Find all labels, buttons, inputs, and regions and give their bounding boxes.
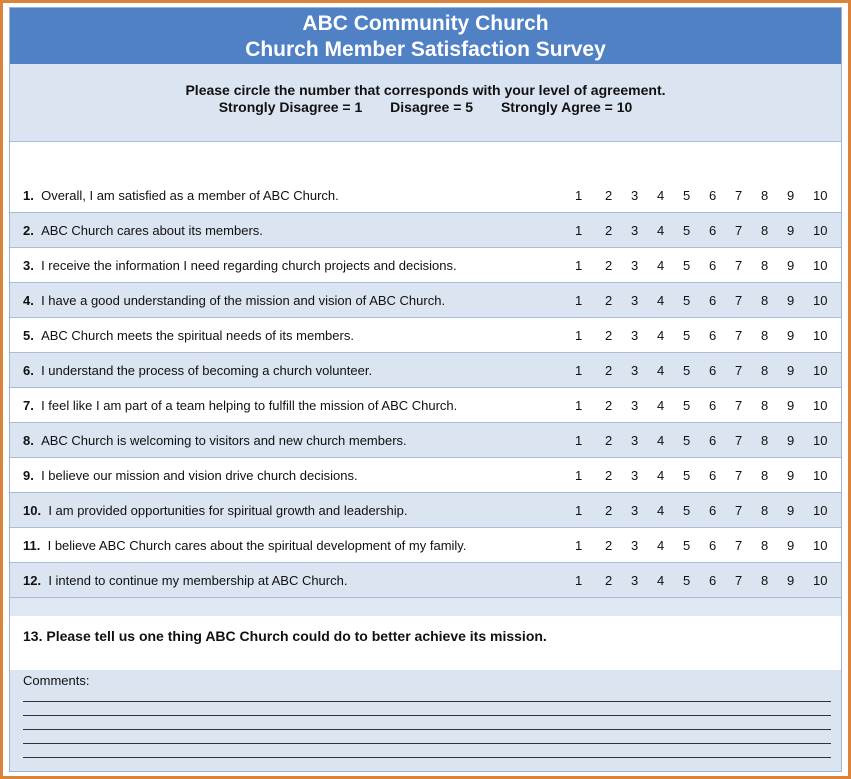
question-text	[23, 423, 407, 458]
rating-option[interactable]: 6	[709, 503, 717, 518]
rating-option[interactable]: 4	[657, 538, 665, 553]
rating-option[interactable]: 8	[761, 468, 769, 483]
rating-option[interactable]: 2	[605, 573, 613, 588]
rating-scale	[565, 528, 837, 563]
question-row	[10, 493, 841, 528]
rating-option[interactable]: 10	[813, 573, 828, 588]
open-question-text: 13. Please tell us one thing ABC Church could do to better achieve its mission.	[23, 628, 547, 644]
rating-option[interactable]: 8	[761, 538, 769, 553]
question-number: 11.	[23, 538, 41, 553]
rating-option[interactable]: 1	[575, 503, 583, 518]
rating-option[interactable]: 4	[657, 573, 665, 588]
rating-option[interactable]: 6	[709, 188, 717, 203]
question-text	[23, 353, 372, 388]
rating-option[interactable]: 4	[657, 188, 665, 203]
rating-scale	[565, 388, 837, 423]
question-number: 7.	[23, 398, 34, 413]
rating-option[interactable]: 8	[761, 188, 769, 203]
survey-sheet	[9, 7, 842, 772]
scale-strongly-agree: Strongly Agree = 10	[500, 99, 633, 115]
instructions	[10, 64, 841, 142]
rating-option[interactable]: 3	[631, 538, 639, 553]
question-text	[23, 248, 457, 283]
rating-option[interactable]: 1	[575, 538, 583, 553]
question-text	[23, 458, 358, 493]
question-number: 4.	[23, 293, 34, 308]
comment-line[interactable]	[23, 743, 831, 744]
rating-option[interactable]: 1	[575, 258, 583, 273]
scale-disagree: Disagree = 5	[390, 99, 474, 115]
question-number: 5.	[23, 328, 34, 343]
rating-option[interactable]: 5	[683, 538, 691, 553]
rating-option[interactable]: 2	[605, 468, 613, 483]
rating-option[interactable]: 5	[683, 293, 691, 308]
rating-option[interactable]: 2	[605, 503, 613, 518]
question-number: 2.	[23, 223, 34, 238]
rating-option[interactable]: 10	[813, 293, 828, 308]
question-row	[10, 458, 841, 493]
rating-option[interactable]: 1	[575, 188, 583, 203]
rating-option[interactable]: 2	[605, 293, 613, 308]
comments-area[interactable]	[10, 670, 841, 771]
rating-option[interactable]: 3	[631, 293, 639, 308]
rating-option[interactable]: 10	[813, 398, 828, 413]
rating-option[interactable]: 7	[735, 258, 743, 273]
rating-option[interactable]: 6	[709, 223, 717, 238]
question-row	[10, 563, 841, 598]
rating-option[interactable]: 3	[631, 573, 639, 588]
question-text	[23, 213, 263, 248]
rating-option[interactable]: 4	[657, 468, 665, 483]
question-text	[23, 563, 347, 598]
rating-option[interactable]: 7	[735, 503, 743, 518]
question-text	[23, 318, 354, 353]
rating-option[interactable]: 9	[787, 433, 795, 448]
rating-option[interactable]: 3	[631, 503, 639, 518]
rating-option[interactable]: 6	[709, 573, 717, 588]
rating-scale	[565, 563, 837, 598]
rating-option[interactable]: 4	[657, 223, 665, 238]
rating-option[interactable]: 7	[735, 328, 743, 343]
rating-scale	[565, 353, 837, 388]
rating-option[interactable]: 7	[735, 363, 743, 378]
open-question	[10, 616, 841, 671]
comment-line[interactable]	[23, 701, 831, 702]
rating-option[interactable]: 6	[709, 433, 717, 448]
question-row	[10, 388, 841, 423]
rating-option[interactable]: 9	[787, 223, 795, 238]
survey-title: Church Member Satisfaction Survey	[245, 38, 606, 61]
rating-option[interactable]: 5	[683, 398, 691, 413]
rating-option[interactable]: 1	[575, 398, 583, 413]
rating-option[interactable]: 6	[709, 538, 717, 553]
rating-scale	[565, 318, 837, 353]
rating-option[interactable]: 2	[605, 433, 613, 448]
question-row	[10, 248, 841, 283]
rating-option[interactable]: 3	[631, 328, 639, 343]
comments-label: Comments:	[23, 673, 90, 688]
question-label: I believe ABC Church cares about the spiritual development of my family.	[47, 538, 467, 553]
rating-option[interactable]: 9	[787, 503, 795, 518]
rating-option[interactable]: 1	[575, 328, 583, 343]
rating-option[interactable]: 8	[761, 433, 769, 448]
rating-option[interactable]: 1	[575, 573, 583, 588]
question-text	[23, 493, 407, 528]
rating-option[interactable]: 6	[709, 363, 717, 378]
question-label: I intend to continue my membership at ABC Church.	[48, 573, 348, 588]
rating-option[interactable]: 10	[813, 363, 828, 378]
rating-option[interactable]: 5	[683, 188, 691, 203]
rating-option[interactable]: 8	[761, 573, 769, 588]
scale-legend	[10, 99, 841, 116]
question-row	[10, 283, 841, 318]
rating-option[interactable]: 10	[813, 188, 828, 203]
rating-option[interactable]: 5	[683, 468, 691, 483]
rating-option[interactable]: 3	[631, 188, 639, 203]
question-row	[10, 528, 841, 563]
rating-option[interactable]: 9	[787, 328, 795, 343]
rating-option[interactable]: 6	[709, 328, 717, 343]
rating-option[interactable]: 2	[605, 188, 613, 203]
question-label: I understand the process of becoming a church volunteer.	[41, 363, 373, 378]
rating-option[interactable]: 1	[575, 293, 583, 308]
rating-option[interactable]: 10	[813, 328, 828, 343]
rating-option[interactable]: 8	[761, 223, 769, 238]
question-number: 6.	[23, 363, 34, 378]
rating-option[interactable]: 7	[735, 398, 743, 413]
rating-option[interactable]: 4	[657, 503, 665, 518]
rating-option[interactable]: 8	[761, 363, 769, 378]
rating-option[interactable]: 7	[735, 188, 743, 203]
rating-option[interactable]: 10	[813, 433, 828, 448]
rating-scale	[565, 458, 837, 493]
rating-option[interactable]: 6	[709, 258, 717, 273]
question-label: ABC Church cares about its members.	[41, 223, 263, 238]
rating-option[interactable]: 5	[683, 363, 691, 378]
question-label: I receive the information I need regarding church projects and decisions.	[41, 258, 457, 273]
question-row	[10, 318, 841, 353]
question-number: 1.	[23, 188, 34, 203]
question-text	[23, 528, 466, 563]
question-list	[10, 178, 841, 598]
rating-option[interactable]: 3	[631, 398, 639, 413]
rating-option[interactable]: 9	[787, 188, 795, 203]
rating-option[interactable]: 10	[813, 538, 828, 553]
question-number: 9.	[23, 468, 34, 483]
rating-option[interactable]: 5	[683, 573, 691, 588]
rating-option[interactable]: 6	[709, 293, 717, 308]
rating-option[interactable]: 7	[735, 293, 743, 308]
rating-option[interactable]: 1	[575, 433, 583, 448]
rating-option[interactable]: 7	[735, 468, 743, 483]
rating-option[interactable]: 3	[631, 433, 639, 448]
rating-option[interactable]: 4	[657, 398, 665, 413]
rating-option[interactable]: 3	[631, 363, 639, 378]
question-number: 8.	[23, 433, 34, 448]
rating-option[interactable]: 2	[605, 538, 613, 553]
question-text	[23, 178, 339, 213]
church-name: ABC Community Church	[302, 12, 549, 35]
rating-option[interactable]: 2	[605, 398, 613, 413]
rating-option[interactable]: 10	[813, 468, 828, 483]
rating-option[interactable]: 4	[657, 433, 665, 448]
rating-option[interactable]: 3	[631, 223, 639, 238]
rating-option[interactable]: 3	[631, 468, 639, 483]
question-row	[10, 178, 841, 213]
question-number: 10.	[23, 503, 42, 518]
rating-option[interactable]: 8	[761, 398, 769, 413]
question-label: I believe our mission and vision drive church decisions.	[41, 468, 358, 483]
rating-option[interactable]: 1	[575, 468, 583, 483]
rating-option[interactable]: 8	[761, 258, 769, 273]
question-row	[10, 353, 841, 388]
rating-option[interactable]: 5	[683, 258, 691, 273]
rating-scale	[565, 178, 837, 213]
comment-line[interactable]	[23, 715, 831, 716]
instructions-text: Please circle the number that corresponds with your level of agreement.	[185, 82, 666, 98]
blank-row	[10, 142, 841, 179]
question-label: Overall, I am satisfied as a member of ABC Church.	[41, 188, 339, 203]
rating-scale	[565, 213, 837, 248]
rating-option[interactable]: 5	[683, 328, 691, 343]
rating-scale	[565, 283, 837, 318]
rating-option[interactable]: 3	[631, 258, 639, 273]
rating-option[interactable]: 4	[657, 328, 665, 343]
rating-option[interactable]: 2	[605, 363, 613, 378]
question-label: I feel like I am part of a team helping to fulfill the mission of ABC Church.	[41, 398, 458, 413]
question-row	[10, 423, 841, 458]
rating-scale	[565, 423, 837, 458]
comment-line[interactable]	[23, 757, 831, 758]
rating-option[interactable]: 7	[735, 573, 743, 588]
question-label: ABC Church meets the spiritual needs of its members.	[41, 328, 354, 343]
rating-scale	[565, 248, 837, 283]
question-number: 3.	[23, 258, 34, 273]
question-label: ABC Church is welcoming to visitors and new church members.	[41, 433, 407, 448]
rating-option[interactable]: 9	[787, 398, 795, 413]
title-banner	[10, 8, 841, 64]
question-label: I am provided opportunities for spiritual growth and leadership.	[48, 503, 408, 518]
rating-option[interactable]: 8	[761, 503, 769, 518]
scale-strongly-disagree: Strongly Disagree = 1	[218, 99, 363, 115]
question-number: 12.	[23, 573, 42, 588]
rating-option[interactable]: 9	[787, 363, 795, 378]
rating-option[interactable]: 10	[813, 223, 828, 238]
rating-option[interactable]: 4	[657, 258, 665, 273]
rating-option[interactable]: 2	[605, 223, 613, 238]
question-text	[23, 283, 445, 318]
rating-option[interactable]: 9	[787, 293, 795, 308]
rating-option[interactable]: 10	[813, 503, 828, 518]
comment-line[interactable]	[23, 729, 831, 730]
rating-option[interactable]: 5	[683, 433, 691, 448]
rating-option[interactable]: 5	[683, 223, 691, 238]
question-row	[10, 213, 841, 248]
question-text	[23, 388, 457, 423]
rating-option[interactable]: 6	[709, 468, 717, 483]
rating-option[interactable]: 9	[787, 573, 795, 588]
rating-option[interactable]: 2	[605, 328, 613, 343]
rating-option[interactable]: 4	[657, 363, 665, 378]
rating-option[interactable]: 9	[787, 538, 795, 553]
rating-scale	[565, 493, 837, 528]
rating-option[interactable]: 8	[761, 293, 769, 308]
rating-option[interactable]: 6	[709, 398, 717, 413]
rating-option[interactable]: 1	[575, 363, 583, 378]
rating-option[interactable]: 1	[575, 223, 583, 238]
rating-option[interactable]: 7	[735, 433, 743, 448]
rating-option[interactable]: 7	[735, 538, 743, 553]
rating-option[interactable]: 9	[787, 468, 795, 483]
rating-option[interactable]: 9	[787, 258, 795, 273]
rating-option[interactable]: 7	[735, 223, 743, 238]
rating-option[interactable]: 8	[761, 328, 769, 343]
rating-option[interactable]: 2	[605, 258, 613, 273]
question-label: I have a good understanding of the mission and vision of ABC Church.	[41, 293, 446, 308]
rating-option[interactable]: 5	[683, 503, 691, 518]
rating-option[interactable]: 10	[813, 258, 828, 273]
rating-option[interactable]: 4	[657, 293, 665, 308]
